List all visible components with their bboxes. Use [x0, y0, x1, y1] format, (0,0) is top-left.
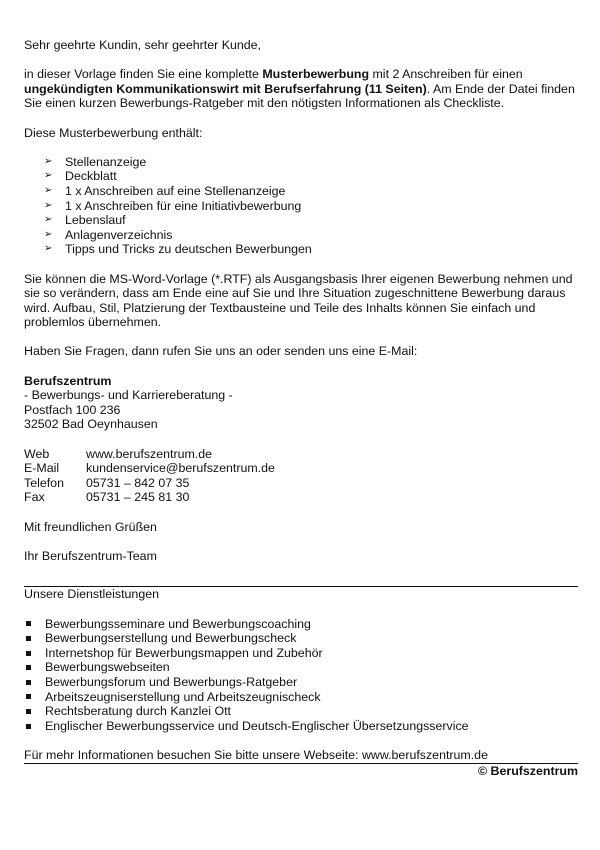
list-item-label: Arbeitszeugniserstellung und Arbeitszeugnischeck: [45, 689, 321, 704]
copyright-notice: © Berufszentrum: [477, 763, 578, 778]
company-name-text: Berufszentrum: [24, 373, 112, 388]
contact-row: [24, 447, 275, 462]
contact-row: [24, 461, 275, 476]
square-bullet-icon: [26, 680, 31, 685]
salutation: Sehr geehrte Kundin, sehr geehrter Kunde,: [24, 38, 261, 52]
signature: Ihr Berufszentrum-Team: [24, 548, 157, 563]
list-item-label: Bewerbungsseminare und Bewerbungscoaching: [45, 616, 311, 631]
list-item-label: Stellenanzeige: [65, 154, 147, 169]
list-item-label: Lebenslauf: [65, 213, 126, 228]
list-item: [44, 228, 578, 243]
intro-text-3: . Am Ende der Datei finden Sie einen kurzen Bewerbungs-Ratgeber mit den nötigsten Informationen als Checkliste.: [24, 81, 575, 111]
list-item: [26, 690, 578, 705]
contact-label: E-Mail: [24, 461, 60, 476]
list-item-label: Rechtsberatung durch Kanzlei Ott: [45, 704, 231, 719]
intro-text-2: mit 2 Anschreiben für einen: [369, 67, 523, 82]
list-item: [44, 242, 578, 257]
phone-value: 05731 – 842 07 35: [86, 475, 190, 490]
arrow-bullet-icon: ➢: [44, 243, 53, 255]
arrow-bullet-icon: ➢: [44, 214, 53, 226]
square-bullet-icon: [26, 651, 31, 656]
services-list: [24, 617, 578, 734]
list-item-label: Bewerbungserstellung und Bewerbungscheck: [45, 631, 297, 646]
contact-row: [24, 476, 275, 491]
arrow-bullet-icon: ➢: [44, 155, 53, 167]
list-item-label: Deckblatt: [65, 169, 117, 184]
square-bullet-icon: [26, 621, 31, 626]
list-item: [26, 719, 578, 734]
questions-paragraph: Haben Sie Fragen, dann rufen Sie uns an oder senden uns eine E-Mail:: [24, 344, 418, 359]
closing: Mit freundlichen Grüßen: [24, 519, 157, 534]
list-item: [44, 169, 578, 184]
document-page: [24, 38, 578, 778]
list-item: [26, 617, 578, 632]
list-item: [44, 184, 578, 199]
list-item: [26, 704, 578, 719]
fax-value: 05731 – 245 81 30: [86, 490, 190, 505]
square-bullet-icon: [26, 724, 31, 729]
arrow-bullet-icon: ➢: [44, 184, 53, 196]
list-item-label: 1 x Anschreiben für eine Initiativbewerbung: [65, 198, 302, 213]
arrow-bullet-icon: ➢: [44, 199, 53, 211]
square-bullet-icon: [26, 709, 31, 714]
list-item-label: Anlagenverzeichnis: [65, 227, 173, 242]
square-bullet-icon: [26, 665, 31, 670]
arrow-bullet-icon: ➢: [44, 170, 53, 182]
contact-label: Telefon: [24, 475, 64, 490]
square-bullet-icon: [26, 636, 31, 641]
list-item-label: Tipps und Tricks zu deutschen Bewerbungen: [65, 242, 312, 257]
intro-bold-2: ungekündigten Kommunikationswirt mit Berufserfahrung (11 Seiten): [24, 81, 427, 96]
contents-heading: Diese Musterbewerbung enthält:: [24, 125, 203, 140]
contents-list: [44, 155, 578, 257]
list-item-label: Englischer Bewerbungsservice und Deutsch-Englischer Übersetzungsservice: [45, 718, 469, 733]
email-link[interactable]: kundenservice@berufszentrum.de: [86, 461, 275, 476]
web-link[interactable]: www.berufszentrum.de: [86, 446, 213, 461]
contact-label: Web: [24, 446, 50, 461]
intro-text-1: in dieser Vorlage finden Sie eine komplette: [24, 67, 263, 82]
list-item: [44, 199, 578, 214]
list-item: [26, 660, 578, 675]
list-item-label: Internetshop für Bewerbungsmappen und Zubehör: [45, 645, 323, 660]
company-postbox: Postfach 100 236: [24, 402, 121, 417]
arrow-bullet-icon: ➢: [44, 228, 53, 240]
square-bullet-icon: [26, 694, 31, 699]
contact-row: [24, 490, 275, 505]
contact-label: Fax: [24, 490, 45, 505]
company-city: 32502 Bad Oeynhausen: [24, 417, 158, 432]
list-item-label: Bewerbungsforum und Bewerbungs-Ratgeber: [45, 674, 298, 689]
services-heading: Unsere Dienstleistungen: [24, 587, 159, 602]
usage-paragraph: Sie können die MS-Word-Vorlage (*.RTF) als Ausgangsbasis Ihrer eigenen Bewerbung nehmen und sie so verändern, dass am Ende eine auf Sie und Ihre Situation zugeschnittene Bewerbung daraus wird. Aufbau, Stil, Platzierung der Textbausteine und Teile des Inhalts können Sie einfach und problemlos übernehmen.: [24, 271, 573, 330]
list-item: [44, 213, 578, 228]
more-info-text: Für mehr Informationen besuchen Sie bitte unsere Webseite: www.berufszentrum.de: [24, 747, 488, 762]
intro-bold-1: Musterbewerbung: [262, 67, 370, 82]
list-item-label: Bewerbungswebseiten: [45, 660, 170, 675]
list-item: [26, 646, 578, 661]
company-name: [24, 374, 578, 389]
intro-paragraph: [24, 67, 578, 111]
contact-table: [24, 447, 275, 505]
list-item-label: 1 x Anschreiben auf eine Stellenanzeige: [65, 183, 286, 198]
list-item: [26, 675, 578, 690]
list-item: [26, 631, 578, 646]
list-item: [44, 155, 578, 170]
company-subtitle: - Bewerbungs- und Karriereberatung -: [24, 388, 233, 403]
